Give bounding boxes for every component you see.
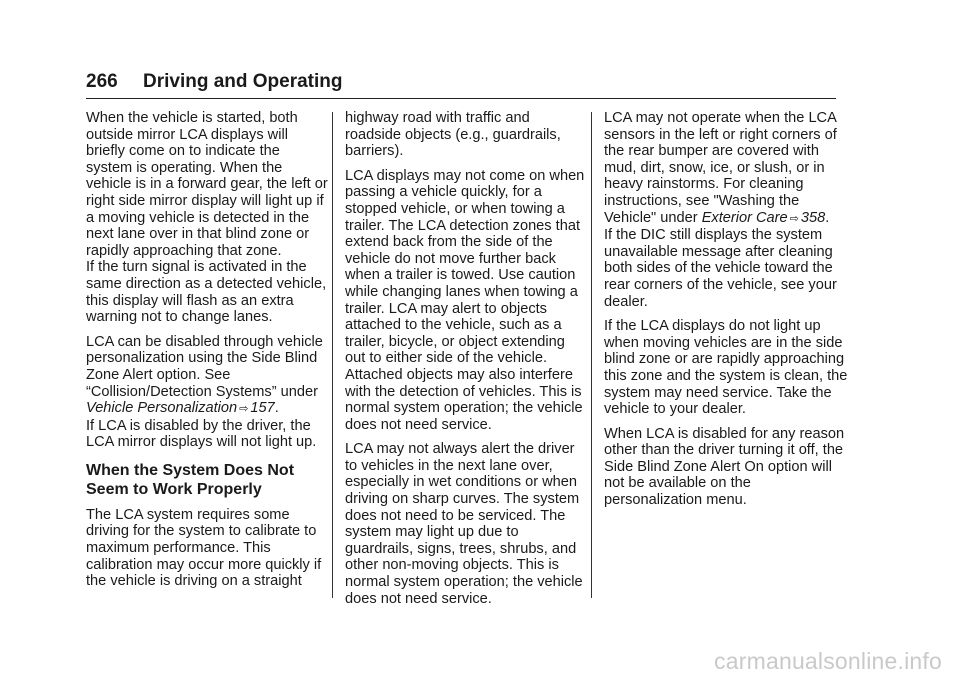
paragraph: If the turn signal is activated in the same direction as a detected vehicle, this display will flash as an extra warning not to change lanes. <box>86 259 327 326</box>
paragraph: If the DIC still displays the system unavailable message after cleaning both sides of the vehicle toward the rear corners of the vehicle, see your dealer. <box>604 227 837 310</box>
paragraph-with-reference: LCA can be disabled through vehicle personalization using the Side Blind Zone Alert option. See “Collision/Detection Systems” under Vehicle Personalization ⇨ 157. <box>86 333 323 417</box>
paragraph-text: LCA can be disabled through vehicle personalization using the Side Blind Zone Alert option. See “Collision/Detection Systems” under <box>86 333 323 400</box>
paragraph: If LCA is disabled by the driver, the LCA mirror displays will not light up. <box>86 417 317 451</box>
paragraph: If the LCA displays do not light up when moving vehicles are in the side blind zone or are rapidly approaching this zone and the system is clean, the system may need service. Take the vehicle to your dealer. <box>604 318 848 418</box>
paragraph: highway road with traffic and roadside objects (e.g., guardrails, barriers). <box>345 110 561 160</box>
paragraph: LCA may not always alert the driver to vehicles in the next lane over, especially in wet conditions or when driving on sharp curves. The system does not need to be serviced. The system may light up due to guardrails, signs, trees, shrubs, and other non-moving objects. This is normal system operation; the vehicle does not need service. <box>345 441 583 607</box>
column-divider-1 <box>332 112 333 598</box>
column-divider-2 <box>591 112 592 598</box>
paragraph: When LCA is disabled for any reason other than the driver turning it off, the Side Blind Zone Alert On option will not be available on the personalization menu. <box>604 425 845 509</box>
watermark: carmanualsonline.info <box>714 648 942 674</box>
column-3 <box>604 110 848 517</box>
column-2 <box>345 110 589 615</box>
reference-link-vehicle-personalization[interactable]: Vehicle Personalization ⇨ 157 <box>86 400 275 417</box>
reference-link-exterior-care[interactable]: Exterior Care ⇨ 358 <box>701 209 826 226</box>
section-heading: When the System Does Not Seem to Work Properly <box>86 461 295 498</box>
header-rule <box>86 98 836 99</box>
paragraph-with-reference: LCA may not operate when the LCA sensors in the left or right corners of the rear bumper are covered with mud, dirt, snow, ice, or slush, or in heavy rainstorms. For cleaning instructions, see "Washing the Vehicle" under Exterior Care ⇨ 358. <box>604 110 837 226</box>
paragraph-text: LCA may not operate when the LCA sensors in the left or right corners of the rear bumper are covered with mud, dirt, snow, ice, or slush, or in heavy rainstorms. For cleaning instructions, see "Washing the Vehicle" under <box>604 110 837 226</box>
page-header <box>86 70 836 94</box>
page-ref-arrow-icon: ⇨ <box>789 212 799 225</box>
paragraph: The LCA system requires some driving for the system to calibrate to maximum performance. This calibration may occur more quickly if the vehicle is driving on a straight <box>86 506 322 590</box>
page-number: 266 <box>86 71 118 92</box>
paragraph: When the vehicle is started, both outside mirror LCA displays will briefly come on to indicate the system is operating. When the vehicle is in a forward gear, the left or right side mirror display will light up if a moving vehicle is detected in the next lane over in that blind zone or rapidly approaching that zone. <box>86 110 328 259</box>
column-1 <box>86 110 330 598</box>
section-title: Driving and Operating <box>142 71 343 92</box>
reference-page: 157 <box>250 400 275 417</box>
reference-page: 358 <box>800 209 826 226</box>
paragraph: LCA displays may not come on when passing a vehicle quickly, for a stopped vehicle, or when towing a trailer. The LCA detection zones that extend back from the side of the vehicle do not move further back when a trailer is towed. Use caution while changing lanes when towing a trailer. LCA may alert to objects attached to the vehicle, such as a trailer, bicycle, or object extending out to either side of the vehicle. Attached objects may also interfere with the detection of vehicles. This is normal system operation; the vehicle does not need service. <box>345 167 585 433</box>
page-ref-arrow-icon: ⇨ <box>239 403 249 416</box>
